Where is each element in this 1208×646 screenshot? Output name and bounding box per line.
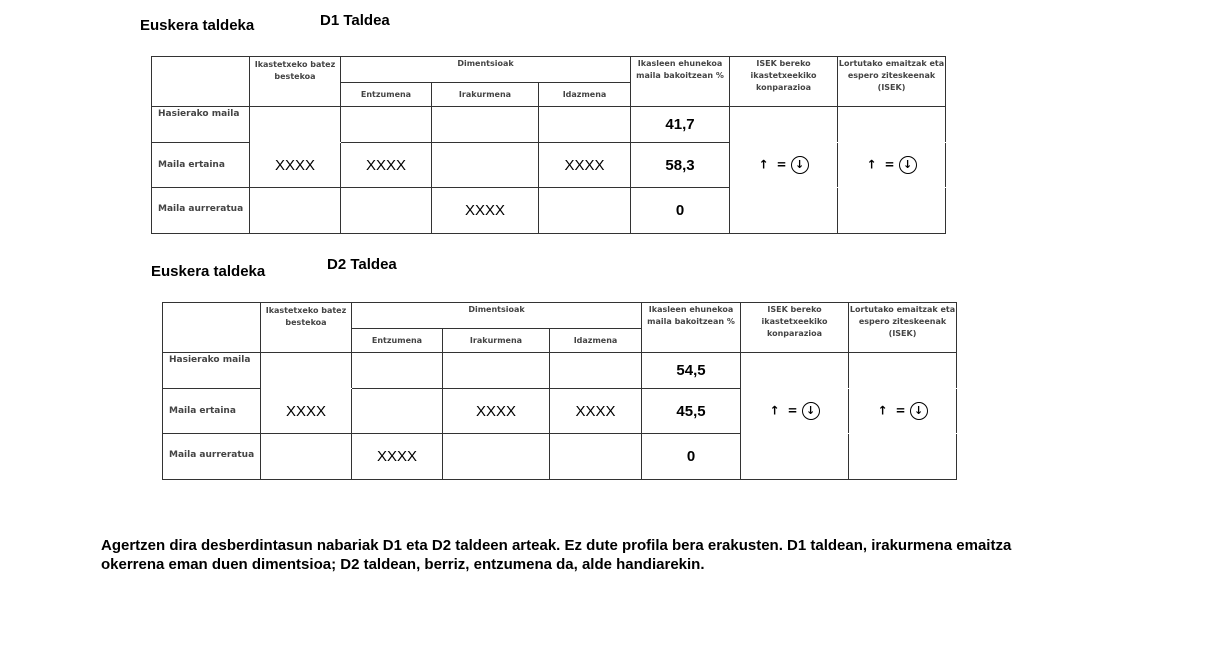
header-school-average: Ikastetxeko batez bestekoa [261,303,352,353]
cell-isek [741,434,849,480]
table-row [152,107,946,143]
header-writing: Idazmena [539,83,631,107]
cell-average [261,353,352,389]
cell-expected [849,353,957,389]
row-label: Hasierako maila [152,107,250,143]
cell-writing [539,188,631,234]
cell-average [250,188,341,234]
cell-reading [432,143,539,188]
equals-icon: = [787,403,798,418]
section-label-d1: Euskera taldeka [140,17,255,34]
row-label: Maila aurreratua [152,188,250,234]
cell-percent: 0 [642,434,741,480]
results-table-d2 [162,302,957,480]
section-label-d2: Euskera taldeka [151,263,266,280]
header-student-percent: Ikasleen ehunekoa maila bakoitzean % [631,57,730,107]
cell-expected-comparison [849,389,957,434]
equals-icon: = [895,403,906,418]
cell-percent: 45,5 [642,389,741,434]
cell-reading [443,434,550,480]
cell-isek [730,107,838,143]
cell-expected [838,107,946,143]
header-dimensions: Dimentsioak [352,303,642,329]
header-isek-comparison: ISEK bereko ikastetxeekiko konparazioa [730,57,838,107]
equals-icon: = [884,157,895,172]
cell-reading: XXXX [443,389,550,434]
header-writing: Idazmena [550,329,642,353]
header-listening: Entzumena [341,83,432,107]
cell-listening: XXXX [341,143,432,188]
circled-arrow-down-icon: ↓ [910,402,928,420]
row-label: Maila ertaina [163,389,261,434]
table-row [152,143,946,188]
group-title-d1: D1 Taldea [320,12,390,29]
cell-percent: 58,3 [631,143,730,188]
header-isek-comparison: ISEK bereko ikastetxeekiko konparazioa [741,303,849,353]
cell-writing: XXXX [550,389,642,434]
equals-icon: = [776,157,787,172]
results-table-d1 [151,56,946,234]
header-dimensions: Dimentsioak [341,57,631,83]
cell-writing [550,353,642,389]
row-label: Maila aurreratua [163,434,261,480]
cell-percent: 0 [631,188,730,234]
header-expected-results: Lortutako emaitzak eta espero ziteskeenak (ISEK) [838,57,946,107]
header-student-percent: Ikasleen ehunekoa maila bakoitzean % [642,303,741,353]
cell-isek [741,353,849,389]
cell-listening [352,353,443,389]
cell-listening [352,389,443,434]
cell-writing [550,434,642,480]
cell-expected [838,188,946,234]
cell-listening [341,188,432,234]
cell-average: XXXX [261,389,352,434]
cell-listening [341,107,432,143]
cell-writing: XXXX [539,143,631,188]
cell-percent: 54,5 [642,353,741,389]
cell-writing [539,107,631,143]
cell-average: XXXX [250,143,341,188]
header-empty [152,57,250,107]
cell-isek [730,188,838,234]
header-expected-results: Lortutako emaitzak eta espero ziteskeenak (ISEK) [849,303,957,353]
arrow-up-icon: ↑ [758,157,769,172]
header-empty [163,303,261,353]
circled-arrow-down-icon: ↓ [899,156,917,174]
group-title-d2: D2 Taldea [327,256,397,273]
cell-reading: XXXX [432,188,539,234]
table-row [152,188,946,234]
table-row [163,434,957,480]
circled-arrow-down-icon: ↓ [791,156,809,174]
row-label: Hasierako maila [163,353,261,389]
header-school-average: Ikastetxeko batez bestekoa [250,57,341,107]
conclusion-paragraph: Agertzen dira desberdintasun nabariak D1 eta D2 taldeen arteak. Ez dute profila bera erakusten. D1 taldean, irakurmena emaitza okerrena eman duen dimentsioa; D2 taldean, berriz, entzumena da, alde handiarekin. [101,537,1012,573]
cell-listening: XXXX [352,434,443,480]
cell-expected-comparison [838,143,946,188]
cell-isek-comparison [730,143,838,188]
cell-reading [443,353,550,389]
cell-average [261,434,352,480]
header-listening: Entzumena [352,329,443,353]
cell-isek-comparison [741,389,849,434]
row-label: Maila ertaina [152,143,250,188]
header-reading: Irakurmena [432,83,539,107]
arrow-up-icon: ↑ [769,403,780,418]
arrow-up-icon: ↑ [866,157,877,172]
table-row [163,389,957,434]
circled-arrow-down-icon: ↓ [802,402,820,420]
cell-reading [432,107,539,143]
cell-percent: 41,7 [631,107,730,143]
table-row [163,353,957,389]
header-reading: Irakurmena [443,329,550,353]
cell-expected [849,434,957,480]
arrow-up-icon: ↑ [877,403,888,418]
cell-average [250,107,341,143]
